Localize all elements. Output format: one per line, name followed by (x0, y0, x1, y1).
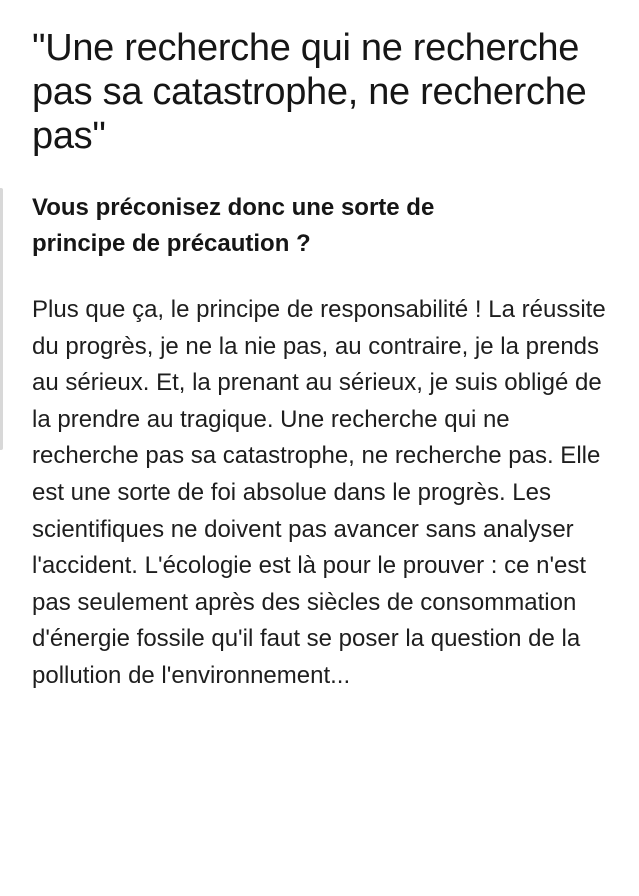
article-headline: "Une recherche qui ne recherche pas sa catastrophe, ne recherche pas" (32, 27, 587, 157)
article-body (32, 0, 622, 695)
interview-answer: Plus que ça, le principe de responsabilité ! La réussite du progrès, je ne la nie pas, au contraire, je la prends au sérieux. Et, la prenant au sérieux, je suis obligé de la prendre au tragique. Une recherche qui ne recherche pas sa catastrophe, ne recherche pas. Elle est une sorte de foi absolue dans le progrès. Les scientifiques ne doivent pas avancer sans analyser l'accident. L'écologie est là pour le prouver : ce n'est pas seulement après des siècles de consommation d'énergie fossile qu'il faut se poser la question de la pollution de l'environnement... (32, 296, 606, 689)
scroll-edge-indicator (0, 188, 3, 450)
interview-question: Vous préconisez donc une sorte de principe de précaution ? (32, 194, 435, 257)
